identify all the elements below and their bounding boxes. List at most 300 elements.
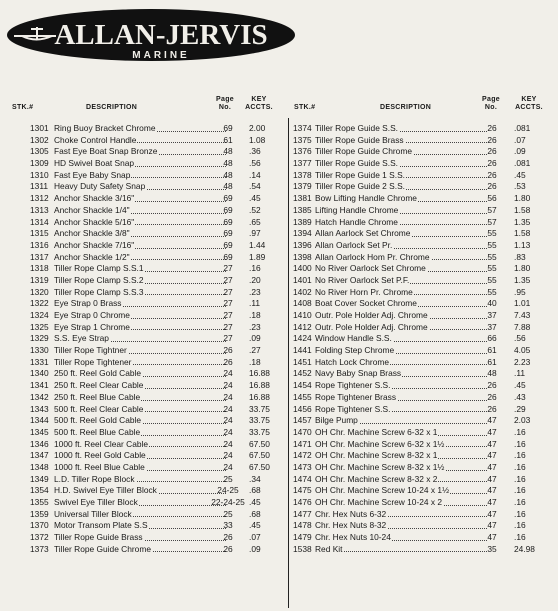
item-description: Motor Transom Plate S.S <box>54 520 226 532</box>
table-row <box>30 520 285 532</box>
item-description: Anchor Shackle 1/2" <box>54 252 226 264</box>
item-description: No River Oarlock Set P.F. <box>315 275 487 287</box>
key-accts-price: .68 <box>249 508 261 519</box>
item-description: Outr. Pole Holder Adj. Chrome <box>315 322 487 334</box>
brand-sub: MARINE <box>132 50 190 61</box>
right-column-header <box>288 92 558 126</box>
page-number: 66 <box>487 333 497 344</box>
item-description: Tiller Rope Guide S.S. <box>315 158 487 170</box>
page-no-header: Page No. <box>482 96 500 111</box>
item-description: OH Chr. Machine Screw 6-32 x 1½ <box>315 439 487 451</box>
stock-number: 1471 <box>293 438 312 449</box>
page-number: 26 <box>487 403 497 414</box>
table-row <box>30 380 285 392</box>
key-accts-price: 1.35 <box>514 274 531 285</box>
table-row <box>30 158 285 170</box>
stock-number: 1394 <box>293 228 312 239</box>
key-accts-price: 33.75 <box>249 426 270 437</box>
stock-number: 1340 <box>30 368 49 379</box>
stock-number: 1476 <box>293 497 312 507</box>
stock-number: 1311 <box>30 181 49 192</box>
stock-number: 1331 <box>30 356 49 367</box>
stock-number: 1478 <box>293 520 312 531</box>
stock-number: 1441 <box>293 345 312 356</box>
stock-number: 1372 <box>30 532 49 543</box>
item-description: OH Chr. Machine Screw 10-24 x 1½ <box>315 485 487 497</box>
key-accts-price: .27 <box>249 345 261 356</box>
table-row <box>30 205 285 217</box>
stock-number: 1470 <box>293 426 312 437</box>
page-number: 24 <box>223 461 233 472</box>
item-description: No River Oarlock Set Chrome <box>315 263 487 275</box>
table-row <box>293 287 555 299</box>
stock-number: 1370 <box>30 520 49 531</box>
key-accts-price: .95 <box>514 286 526 297</box>
table-row <box>30 474 285 486</box>
page-number: 61 <box>487 345 497 356</box>
page-number: 55 <box>487 239 497 250</box>
stock-number: 1474 <box>293 473 312 484</box>
stock-number: 1477 <box>293 508 312 519</box>
key-accts-price: .16 <box>249 263 261 274</box>
table-row <box>293 322 555 334</box>
table-row <box>30 333 285 345</box>
item-description: Choke Control Handle <box>54 135 226 147</box>
table-row <box>30 275 285 287</box>
item-description: OH Chr. Machine Screw 10-24 x 2 <box>315 497 487 509</box>
page-number: 47 <box>487 426 497 437</box>
key-accts-price: .68 <box>249 485 261 496</box>
page-number: 26 <box>487 146 497 157</box>
item-description: Rope Tightener S.S. <box>315 380 487 392</box>
key-accts-price: .16 <box>514 450 526 461</box>
table-row <box>30 368 285 380</box>
item-description: Bow Lifting Handle Chrome <box>315 193 487 205</box>
stock-number: 1455 <box>293 391 312 402</box>
key-accts-price: 33.75 <box>249 403 270 414</box>
page-number: 24 <box>223 415 233 426</box>
page-number: 37 <box>487 310 497 320</box>
item-description: Folding Step Chrome <box>315 345 487 357</box>
item-description: OH Chr. Machine Screw 8-32 x 1 <box>315 450 487 462</box>
table-row <box>30 485 285 497</box>
key-accts-price: .29 <box>514 403 526 414</box>
page-number: 27 <box>223 321 233 332</box>
key-accts-price: 1.13 <box>514 239 531 250</box>
table-row <box>293 170 555 182</box>
table-row <box>293 462 555 474</box>
table-row <box>293 532 555 544</box>
stock-number: 1329 <box>30 333 49 344</box>
item-description: Tiller Rope Guide Chrome <box>54 544 226 556</box>
left-column-header <box>0 92 288 126</box>
key-accts-price: 67.50 <box>249 450 270 461</box>
stock-number: 1343 <box>30 403 49 414</box>
table-row <box>293 123 555 135</box>
page-number: 69 <box>223 216 233 227</box>
page-number: 27 <box>223 298 233 309</box>
stock-number: 1310 <box>30 169 49 180</box>
page-number: 26 <box>487 169 497 180</box>
item-description: 250 ft. Reel Clear Cable <box>54 380 226 392</box>
key-accts-price: .56 <box>514 333 526 344</box>
page-number: 57 <box>487 216 497 227</box>
page-number: 24 <box>223 368 233 379</box>
item-description: Universal Tiller Block <box>54 509 226 521</box>
key-accts-price: 33.75 <box>249 415 270 426</box>
item-description: Tiller Rope Tightner <box>54 345 226 357</box>
item-description: Outr. Pole Holder Adj. Chrome <box>315 310 487 322</box>
stock-number: 1301 <box>30 123 49 133</box>
allan-jervis-logo <box>6 7 296 63</box>
page-number: 55 <box>487 228 497 239</box>
stock-number: 1402 <box>293 286 312 297</box>
item-description: Tiller Rope Guide Chrome <box>315 146 487 158</box>
page-number: 24 <box>223 380 233 391</box>
item-description: Allan Aarlock Set Chrome <box>315 228 487 240</box>
description-header: DESCRIPTION <box>86 104 138 111</box>
item-description: Tiller Rope Guide S.S. <box>315 123 487 135</box>
key-accts-price: 1.35 <box>514 216 531 227</box>
table-row <box>293 427 555 439</box>
key-accts-price: 1.08 <box>249 134 266 145</box>
table-row <box>293 415 555 427</box>
key-accts-price: .14 <box>249 169 261 180</box>
stock-number: 1313 <box>30 204 49 215</box>
item-description: Tiller Rope Guide 1 S.S. <box>315 170 487 182</box>
item-description: Allan Oarlock Set Pr. <box>315 240 487 252</box>
key-accts-price: .45 <box>514 380 526 391</box>
key-accts-price: .36 <box>249 146 261 157</box>
stock-number: 1325 <box>30 321 49 332</box>
key-accts-price: 2.00 <box>249 123 266 133</box>
table-row <box>293 240 555 252</box>
item-description: Tiller Rope Guide Brass <box>315 135 487 147</box>
page-number: 37 <box>487 321 497 332</box>
stock-number: 1385 <box>293 204 312 215</box>
key-accts-header: KEY ACCTS. <box>515 96 543 111</box>
stock-number: 1342 <box>30 391 49 402</box>
table-row <box>30 404 285 416</box>
page-number: 26 <box>487 181 497 192</box>
stock-number: 1373 <box>30 543 49 554</box>
stock-number: 1345 <box>30 426 49 437</box>
key-accts-price: 1.44 <box>249 239 266 250</box>
table-row <box>30 345 285 357</box>
item-description: 500 ft. Reel Blue Cable <box>54 427 226 439</box>
key-accts-price: .11 <box>249 298 261 309</box>
page-number: 24 <box>223 391 233 402</box>
stock-number: 1341 <box>30 380 49 391</box>
table-row <box>30 217 285 229</box>
page-number: 26 <box>223 532 233 543</box>
stock-number: 1454 <box>293 380 312 391</box>
table-row <box>293 333 555 345</box>
stock-number: 1319 <box>30 274 49 285</box>
right-parts-list <box>293 123 555 555</box>
table-row <box>293 404 555 416</box>
item-description: Allan Oarlock Hom Pr. Chrome <box>315 252 487 264</box>
stock-number: 1472 <box>293 450 312 461</box>
item-description: Boat Cover Socket Chrome <box>315 298 487 310</box>
table-row <box>30 532 285 544</box>
stock-number: 1359 <box>30 508 49 519</box>
stock-number: 1309 <box>30 158 49 169</box>
page-number: 26 <box>223 543 233 554</box>
page-number: 47 <box>487 461 497 472</box>
key-accts-price: 24.98 <box>514 543 535 554</box>
page-number: 26 <box>487 158 497 169</box>
table-row <box>293 474 555 486</box>
item-description: 500 ft. Reel Clear Cable <box>54 404 226 416</box>
table-row <box>30 544 285 556</box>
stock-number: 1324 <box>30 310 49 320</box>
table-row <box>293 135 555 147</box>
page-number: 24-25 <box>217 485 239 496</box>
page-number: 25 <box>223 473 233 484</box>
key-accts-price: .16 <box>514 426 526 437</box>
item-description: HD Swivel Boat Snap <box>54 158 226 170</box>
stock-number: 1378 <box>293 169 312 180</box>
item-description: Tiller Rope Clamp S.S.2 <box>54 275 226 287</box>
table-row <box>293 217 555 229</box>
item-description: H.D. Swivel Eye Tiller Block <box>54 485 226 497</box>
page-number: 22-24-25 <box>211 497 245 507</box>
key-accts-price: .16 <box>514 473 526 484</box>
key-accts-price: 2.03 <box>514 415 531 426</box>
stock-number: 1349 <box>30 473 49 484</box>
page-number: 47 <box>487 485 497 496</box>
page-number: 27 <box>223 310 233 320</box>
stock-number: 1408 <box>293 298 312 309</box>
stock-number: 1320 <box>30 286 49 297</box>
stock-number: 1479 <box>293 532 312 543</box>
key-accts-price: .081 <box>514 158 531 169</box>
page-number: 61 <box>487 356 497 367</box>
item-description: Tiller Rope Clamp S.S.3 <box>54 287 226 299</box>
key-accts-price: .45 <box>249 520 261 531</box>
item-description: Navy Baby Snap Brass <box>315 368 487 380</box>
page-number: 24 <box>223 438 233 449</box>
key-accts-price: 1.80 <box>514 193 531 204</box>
table-row <box>30 181 285 193</box>
item-description: Red Kit <box>315 544 487 556</box>
page-number: 35 <box>487 543 497 554</box>
table-row <box>293 310 555 322</box>
page-number: 48 <box>223 158 233 169</box>
item-description: Lifting Handle Chrome <box>315 205 487 217</box>
page-number: 55 <box>487 251 497 262</box>
table-row <box>30 357 285 369</box>
item-description: Tiller Rope Guide 2 S.S. <box>315 181 487 193</box>
key-accts-price: 67.50 <box>249 461 270 472</box>
stk-header: STK.# <box>12 104 34 111</box>
page-number: 55 <box>487 263 497 274</box>
page-number: 24 <box>223 450 233 461</box>
table-row <box>293 181 555 193</box>
table-row <box>30 123 285 135</box>
key-accts-price: .16 <box>514 438 526 449</box>
stock-number: 1451 <box>293 356 312 367</box>
key-accts-price: .97 <box>249 228 261 239</box>
key-accts-price: 1.01 <box>514 298 531 309</box>
key-accts-price: .45 <box>249 193 261 204</box>
key-accts-price: 1.58 <box>514 228 531 239</box>
item-description: Swivel Eye Tiller Block <box>54 497 226 509</box>
item-description: Fast Eye Boat Snap Bronze <box>54 146 226 158</box>
table-row <box>30 509 285 521</box>
table-row <box>293 275 555 287</box>
table-row <box>293 357 555 369</box>
stock-number: 1457 <box>293 415 312 426</box>
page-number: 48 <box>223 169 233 180</box>
left-parts-list <box>30 123 285 555</box>
key-accts-price: .16 <box>514 508 526 519</box>
stock-number: 1314 <box>30 216 49 227</box>
stock-number: 1346 <box>30 438 49 449</box>
page-number: 61 <box>223 134 233 145</box>
page-number: 69 <box>223 123 233 133</box>
key-accts-price: .53 <box>514 181 526 192</box>
table-row <box>30 450 285 462</box>
item-description: Eye Strap 0 Chrome <box>54 310 226 322</box>
table-row <box>30 462 285 474</box>
page-number: 27 <box>223 286 233 297</box>
stock-number: 1347 <box>30 450 49 461</box>
page-number: 69 <box>223 239 233 250</box>
item-description: Fast Eye Baby Snap <box>54 170 226 182</box>
page-number: 27 <box>223 333 233 344</box>
description-header: DESCRIPTION <box>380 104 432 111</box>
key-accts-price: .56 <box>249 158 261 169</box>
stock-number: 1376 <box>293 146 312 157</box>
key-accts-price: .52 <box>249 204 261 215</box>
page-number: 47 <box>487 415 497 426</box>
stock-number: 1398 <box>293 251 312 262</box>
item-description: Tiller Rope Tightener <box>54 357 226 369</box>
key-accts-price: .09 <box>249 543 261 554</box>
page-number: 48 <box>223 146 233 157</box>
stock-number: 1377 <box>293 158 312 169</box>
key-accts-price: 16.88 <box>249 391 270 402</box>
key-accts-price: 7.43 <box>514 310 531 320</box>
key-accts-price: .18 <box>249 356 261 367</box>
table-row <box>293 520 555 532</box>
page-number: 48 <box>223 181 233 192</box>
table-row <box>293 228 555 240</box>
table-row <box>293 450 555 462</box>
key-accts-price: .45 <box>514 169 526 180</box>
item-description: 250 ft. Reel Gold Cable <box>54 368 226 380</box>
page-number: 25 <box>223 508 233 519</box>
key-accts-price: .43 <box>514 391 526 402</box>
stock-number: 1400 <box>293 263 312 274</box>
table-row <box>30 415 285 427</box>
table-row <box>293 368 555 380</box>
page-number: 27 <box>223 263 233 274</box>
stock-number: 1374 <box>293 123 312 133</box>
item-description: Eye Strap 0 Brass <box>54 298 226 310</box>
stock-number: 1396 <box>293 239 312 250</box>
key-accts-price: .16 <box>514 485 526 496</box>
key-accts-price: .16 <box>514 461 526 472</box>
stock-number: 1475 <box>293 485 312 496</box>
page-number: 47 <box>487 497 497 507</box>
page-number: 47 <box>487 450 497 461</box>
page-number: 26 <box>487 380 497 391</box>
stock-number: 1305 <box>30 146 49 157</box>
table-row <box>30 240 285 252</box>
page-number: 48 <box>487 368 497 379</box>
page-header <box>0 0 558 70</box>
item-description: Ring Buoy Bracket Chrome <box>54 123 226 135</box>
item-description: Tiller Rope Guide Brass <box>54 532 226 544</box>
item-description: No River Horn Pr. Chrome <box>315 287 487 299</box>
stock-number: 1381 <box>293 193 312 204</box>
page-number: 24 <box>223 403 233 414</box>
table-row <box>30 287 285 299</box>
key-accts-price: .20 <box>249 274 261 285</box>
page-number: 69 <box>223 251 233 262</box>
table-row <box>293 485 555 497</box>
item-description: Anchor Shackle 1/4" <box>54 205 226 217</box>
item-description: Heavy Duty Safety Snap <box>54 181 226 193</box>
key-accts-price: 16.88 <box>249 368 270 379</box>
page-number: 47 <box>487 508 497 519</box>
item-description: L.D. Tiller Rope Block <box>54 474 226 486</box>
page-number: 26 <box>487 391 497 402</box>
item-description: Bilge Pump <box>315 415 487 427</box>
stock-number: 1322 <box>30 298 49 309</box>
table-row <box>293 509 555 521</box>
key-accts-price: .16 <box>514 520 526 531</box>
brand-name: ALLAN-JERVIS <box>54 19 268 51</box>
table-row <box>293 205 555 217</box>
key-accts-price: .18 <box>249 310 261 320</box>
table-row <box>293 158 555 170</box>
page-no-header: Page No. <box>216 96 234 111</box>
key-accts-price: 1.58 <box>514 204 531 215</box>
stock-number: 1375 <box>293 134 312 145</box>
table-row <box>30 322 285 334</box>
table-row <box>30 439 285 451</box>
key-accts-price: 1.80 <box>514 263 531 274</box>
table-row <box>293 345 555 357</box>
table-row <box>293 497 555 509</box>
item-description: Chr. Hex Nuts 8-32 <box>315 520 487 532</box>
stock-number: 1315 <box>30 228 49 239</box>
item-description: 1000 ft. Reel Clear Cable <box>54 439 226 451</box>
stock-number: 1344 <box>30 415 49 426</box>
item-description: Chr. Hex Nuts 6-32 <box>315 509 487 521</box>
stock-number: 1354 <box>30 485 49 496</box>
key-accts-price: .11 <box>514 368 526 379</box>
item-description: Anchor Shackle 3/8" <box>54 228 226 240</box>
stock-number: 1330 <box>30 345 49 356</box>
stock-number: 1473 <box>293 461 312 472</box>
item-description: Anchor Shackle 5/16" <box>54 217 226 229</box>
page-number: 24 <box>223 426 233 437</box>
key-accts-price: .54 <box>249 181 261 192</box>
table-row <box>293 544 555 556</box>
item-description: 250 ft. Reel Blue Cable <box>54 392 226 404</box>
stock-number: 1412 <box>293 321 312 332</box>
stock-number: 1312 <box>30 193 49 204</box>
item-description: S.S. Eye Strap <box>54 333 226 345</box>
item-description: Tiller Rope Clamp S.S.1 <box>54 263 226 275</box>
table-row <box>293 263 555 275</box>
page-number: 27 <box>223 274 233 285</box>
